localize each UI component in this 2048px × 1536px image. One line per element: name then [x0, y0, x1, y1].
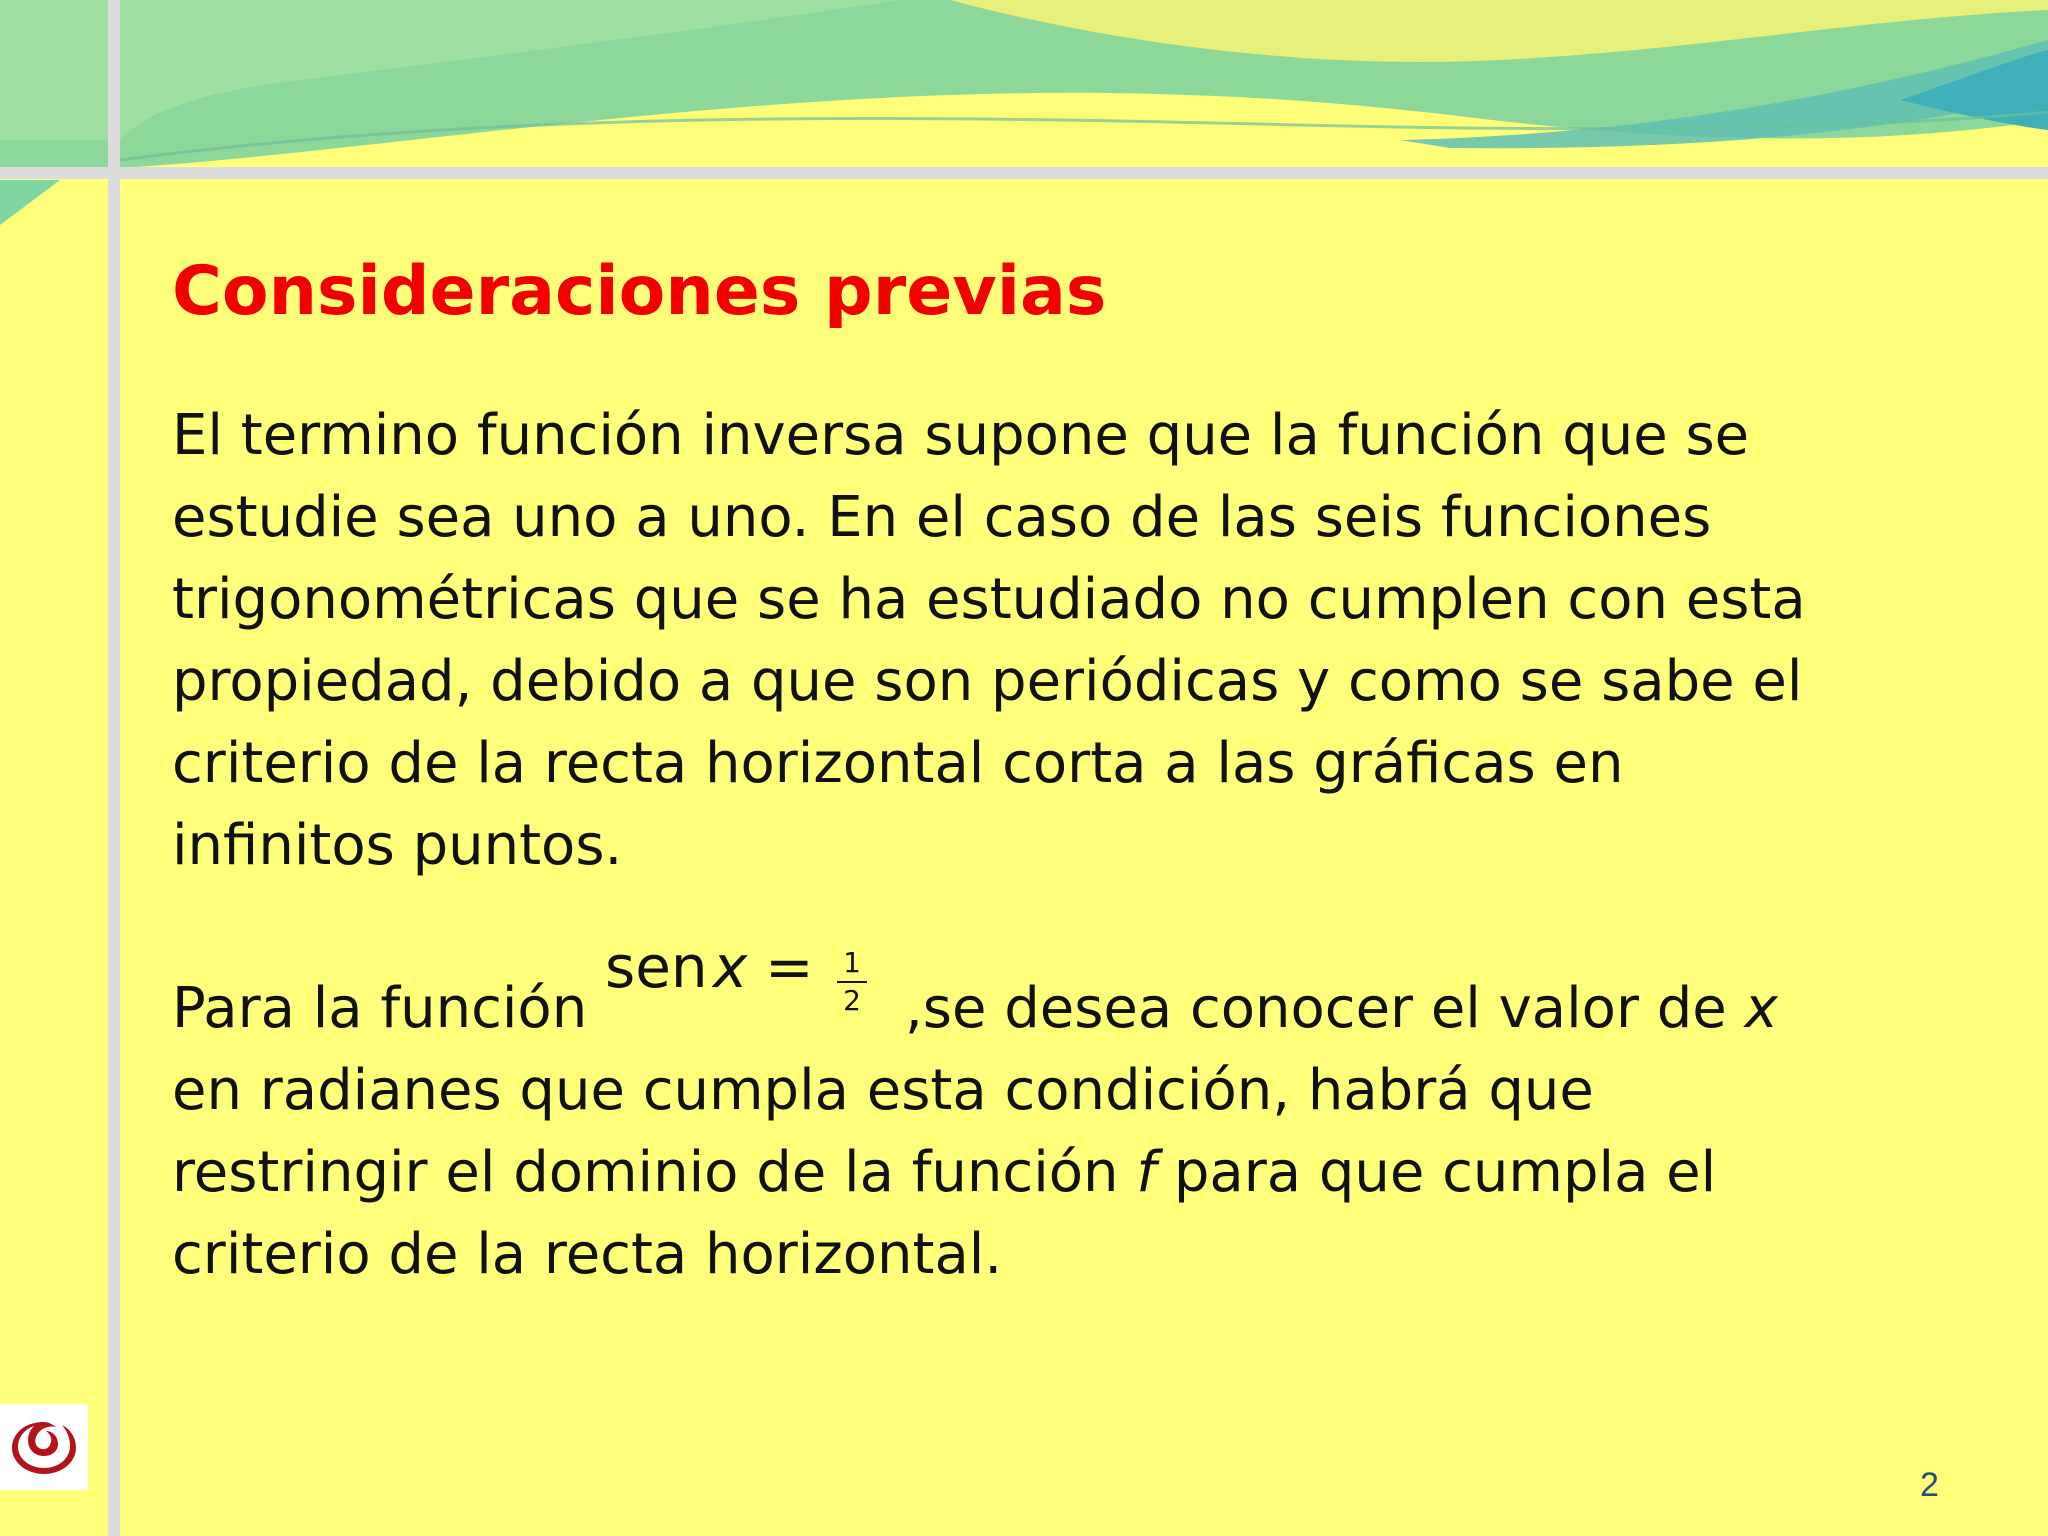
fraction-bar: [837, 981, 867, 983]
paragraph-line: [172, 1132, 1972, 1214]
line-prefix: restringir el dominio de la función: [172, 1140, 1137, 1205]
page-number: 2: [1920, 1466, 1939, 1504]
formula-fraction: [837, 946, 867, 1018]
line-suffix: ,se desea conocer el valor de: [905, 976, 1745, 1041]
paragraph-line: en radianes que cumpla esta condición, habrá que: [172, 1058, 1594, 1123]
line-suffix: para que cumpla el: [1156, 1140, 1717, 1205]
paragraph-line: criterio de la recta horizontal.: [172, 1222, 1003, 1287]
horizontal-rule: [0, 167, 2048, 179]
formula-function: sen: [605, 933, 708, 1001]
paragraph-definition: [172, 395, 1972, 887]
header-wave-decoration: [0, 0, 2048, 240]
paragraph-line: estudie sea uno a uno. En el caso de las seis funciones: [172, 485, 1712, 550]
variable-x: x: [1744, 976, 1778, 1041]
slide-title: Consideraciones previas: [172, 252, 1107, 331]
paragraph-line: [172, 933, 1972, 1050]
paragraph-line: trigonométricas que se ha estudiado no cumplen con esta: [172, 567, 1806, 632]
fraction-denominator: 2: [843, 984, 861, 1017]
line-prefix: Para la función: [172, 976, 605, 1041]
formula-variable: x: [713, 933, 748, 1001]
fraction-numerator: 1: [843, 946, 861, 979]
upc-logo-icon: [0, 1404, 88, 1490]
formula-sen-x: [605, 933, 905, 1050]
formula-equals: =: [765, 933, 814, 1001]
paragraph-line: criterio de la recta horizontal corta a las gráficas en: [172, 731, 1624, 796]
variable-f: f: [1136, 1140, 1157, 1205]
paragraph-line: propiedad, debido a que son periódicas y como se sabe el: [172, 649, 1803, 714]
paragraph-line: El termino función inversa supone que la función que se: [172, 403, 1750, 468]
vertical-rule: [108, 0, 120, 1536]
paragraph-example: [172, 933, 1972, 1296]
paragraph-line: infinitos puntos.: [172, 813, 623, 878]
